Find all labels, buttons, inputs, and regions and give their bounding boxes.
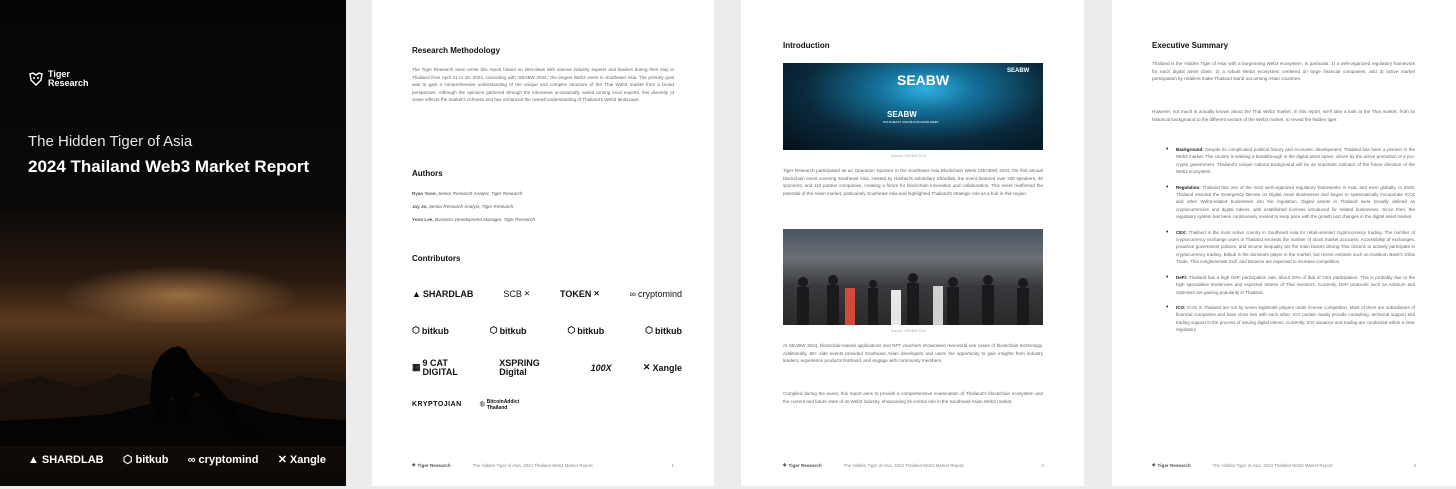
page-footer — [1152, 462, 1416, 468]
page-footer — [783, 462, 1044, 468]
cover-subtitle: The Hidden Tiger of Asia — [28, 133, 193, 150]
tiger-head-icon — [28, 71, 44, 87]
methodology-page[interactable] — [372, 0, 714, 486]
bitkub-logo: ⬡ bitkub — [122, 453, 169, 466]
page-footer — [412, 462, 674, 468]
shardlab-logo: ▲ SHARDLAB — [412, 288, 474, 299]
xangle-logo: ✕ Xangle — [642, 362, 682, 373]
photo-caption: Source: SEABW 2024 — [891, 154, 927, 158]
photo-caption: Source: SEABW 2024 — [891, 329, 927, 333]
list-item: • ICO: ICOs in Thailand are run by seven legitimate players under license competition. Most of them are subsidiaries of financial companies and have close ties with each other. ICO portals mainly provide consulting, technical support and trading support in the process of issuing digital tokens. Currently, ICO issuance and trading are conducted within a clear regulatory — [1166, 304, 1415, 342]
summary-paragraph: Thailand is the 'Hidden Tiger of Asia' with a burgeoning Web3 ecosystem. In particular, 1) a well-organized regulatory framework for each digital asset class, 2) a robust Web3 ecosystem centered on large financial companies, and 3) active market participation by retailers make Thailand stand out among Asian countries. — [1152, 61, 1415, 81]
footer-brand: ◈ Tiger Research — [783, 462, 822, 468]
event-crowd-photo — [783, 229, 1043, 325]
footer-brand: ◈ Tiger Research — [1152, 462, 1191, 468]
contributors-row — [412, 386, 682, 423]
cover-title: 2024 Thailand Web3 Market Report — [28, 157, 310, 176]
contributors-heading: Contributors — [412, 254, 461, 263]
list-item: • CEX: Thailand is the most active country in Southeast Asia for retail-oriented cryptocurrency trading. The number of cryptocurrency exchange users in Thailand exceeds the number of stock market accounts. Accessibility of exchanges, proactive government policies, and income inequality are the main factors driving Thai citizens to actively participate in cryptocurrency trading. Bitkub is the dominant player in the market, but recent entrants such as Kasikorn Bank's Orbix Trade, Thai conglomerate Gulf, and Binance are expected to increase competition. — [1166, 229, 1415, 266]
9cat-digital-logo: ▦ 9 CAT DIGITAL — [412, 357, 458, 377]
footer-text: The Hidden Tiger of Asia, 2024 Thailand Web3 Market Report — [472, 462, 593, 468]
brand-name: Tiger Research — [48, 69, 89, 88]
contributors-row — [412, 275, 682, 312]
xangle-logo: ✕ Xangle — [277, 453, 326, 466]
tiger-silhouette-illustration — [0, 326, 346, 446]
author-item: Jay Jo, Senior Research Analyst, Tiger Research — [412, 204, 514, 209]
100x-logo: 100X — [590, 362, 612, 373]
bitkub-logo: ⬡ bitkub — [645, 325, 682, 336]
sunset-glow — [60, 265, 300, 325]
footer-text: The Hidden Tiger of Asia, 2024 Thailand Web3 Market Report — [843, 462, 964, 468]
cryptomind-logo: ∞ cryptomind — [187, 453, 259, 466]
contributors-logo-grid — [412, 275, 682, 423]
intro-paragraph: Compiled during the event, this report aims to provide a comprehensive examination of Thailand's blockchain ecosystem and the current and future state of its Web3 industry, showcasing its central role in the Southeast Asian Web3 market. — [783, 391, 1043, 404]
cryptomind-logo: ∞ cryptomind — [629, 288, 682, 299]
bitkub-logo: ⬡ bitkub — [567, 325, 605, 336]
bitkub-logo: ⬡ bitkub — [489, 325, 527, 336]
list-item: • DeFi: Thailand has a high DeFi participation rate, about 20% of that of CEX participation. This is probably due to the high speculative tendencies and expected returns of Thai investors. Currently, DeFi protocols such as Arbitrum and Optimism are gaining popularity in Thailand. — [1166, 274, 1415, 296]
intro-paragraph: Tiger Research participated as an Operation Sponsor in the Southeast Asia Blockchain Week (SEABW) 2024, the first annual blockchain event covering Southeast Asia. Hosted by Hashed's subsidiary Shardlab, the event featured over 200 speakers, 40 sponsors, and 110 partner companies, creating a forum for blockchain innovation and collaboration. This event reaffirmed the potential of the Asian market, particularly Southeast Asia and highlighted Thailand's strategic role as a hub in this region. — [783, 168, 1043, 196]
introduction-heading: Introduction — [783, 41, 830, 50]
summary-bullet-list — [1166, 146, 1415, 350]
authors-heading: Authors — [412, 169, 443, 178]
page-number: 3 — [1413, 462, 1416, 468]
contributors-row — [412, 312, 682, 349]
introduction-page[interactable] — [741, 0, 1084, 486]
bitkub-logo: ⬡ bitkub — [412, 325, 449, 336]
author-item: Ryan Yoon, Senior Research Analyst, Tiger Research — [412, 191, 523, 196]
page-number: 2 — [1041, 462, 1044, 468]
cover-page[interactable] — [0, 0, 346, 486]
kryptojian-logo: KRYPTOJIAN — [412, 401, 462, 408]
seabw-sign: SEABW — [897, 72, 950, 88]
seabw-sign: SEABW — [887, 110, 917, 119]
summary-heading: Executive Summary — [1152, 41, 1229, 50]
executive-summary-page[interactable] — [1112, 0, 1456, 486]
crowd-illustration — [783, 270, 1043, 325]
footer-brand: ◈ Tiger Research — [412, 462, 451, 468]
author-item: Yoon Lee, Business Development Manager, Tiger Research — [412, 217, 535, 222]
shardlab-logo: ▲ SHARDLAB — [28, 453, 104, 466]
bitcoinaddict-logo: Ⓑ BitcoinAddict Thailand — [479, 398, 520, 411]
tiger-research-logo — [28, 69, 89, 88]
scb-logo: SCB ✕ — [503, 288, 531, 299]
page-number: 1 — [671, 462, 674, 468]
xspring-digital-logo: XSPRING Digital — [499, 357, 540, 377]
methodology-heading: Research Methodology — [412, 46, 501, 55]
list-item: • Regulation: Thailand has one of the most well-organized regulatory frameworks in Asia, and even globally. In 2018, Thailand enacted the Emergency Decree on Digital Asset Businesses and began to systematically incorporate ICOs and other Web3-related businesses into the regulation. Digital assets in Thailand were broadly defined as cryptocurrencies and digital tokens, with established licenses introduced for related businesses. Since then, the regulatory system has been continuously revised to keep pace with the growth and changes in the digital asset market. — [1166, 184, 1415, 221]
cover-footer-logos — [28, 453, 326, 466]
summary-paragraph: However, not much is actually known about the Thai Web3 market. In this report, we'll take a look at the Thai market, from its historical background to the different sectors of the Web3 market, to reveal the hidden tiger. — [1152, 109, 1415, 122]
seabw-sign: SEABW — [1007, 68, 1030, 74]
token-logo: TOKEN ✕ — [560, 288, 600, 299]
contributors-row — [412, 349, 682, 386]
footer-text: The Hidden Tiger of Asia, 2024 Thailand Web3 Market Report — [1212, 462, 1333, 468]
intro-paragraph: At SEABW 2024, blockchain-based applications and NFT vouchers showcased real-world use cases of blockchain technology. Additionally, 60+ side events provided Southeast Asian developers and users the opportunity to gain insights from industry leaders, experience products firsthand, and engage with community members. — [783, 343, 1043, 363]
methodology-body: The Tiger Research team wrote this report based on interviews with various industry experts and leaders during their stay in Thailand from April 21 to 28, 2024, coinciding with 'SEABW 2024,' the largest Web3 event in Southeast Asia. The primary goal was to gain a comprehensive understanding of the unique and complex structure of the Thai Web3 market from a broad perspective. Although the opinions gathered through the interviews occasionally varied among local experts, this diversity of views reflects the market's richness and has enhanced the overall understanding of Thailand's Web3 landscape. — [412, 67, 674, 102]
seabw-sign-subtitle: SOUTHEAST ASIA BLOCKCHAIN WEEK — [883, 120, 939, 124]
seabw-stage-photo — [783, 63, 1043, 150]
list-item: • Background: Despite its complicated political history and economic development, Thailand has been a pioneer in the Web3 market. The country is seeking a breakthrough in the digital asset space, driven by the active promotion of a pro-crypto government. Thailand's unique cultural background will be an important indicator of the future direction of the Web3 ecosystem. — [1166, 146, 1415, 176]
